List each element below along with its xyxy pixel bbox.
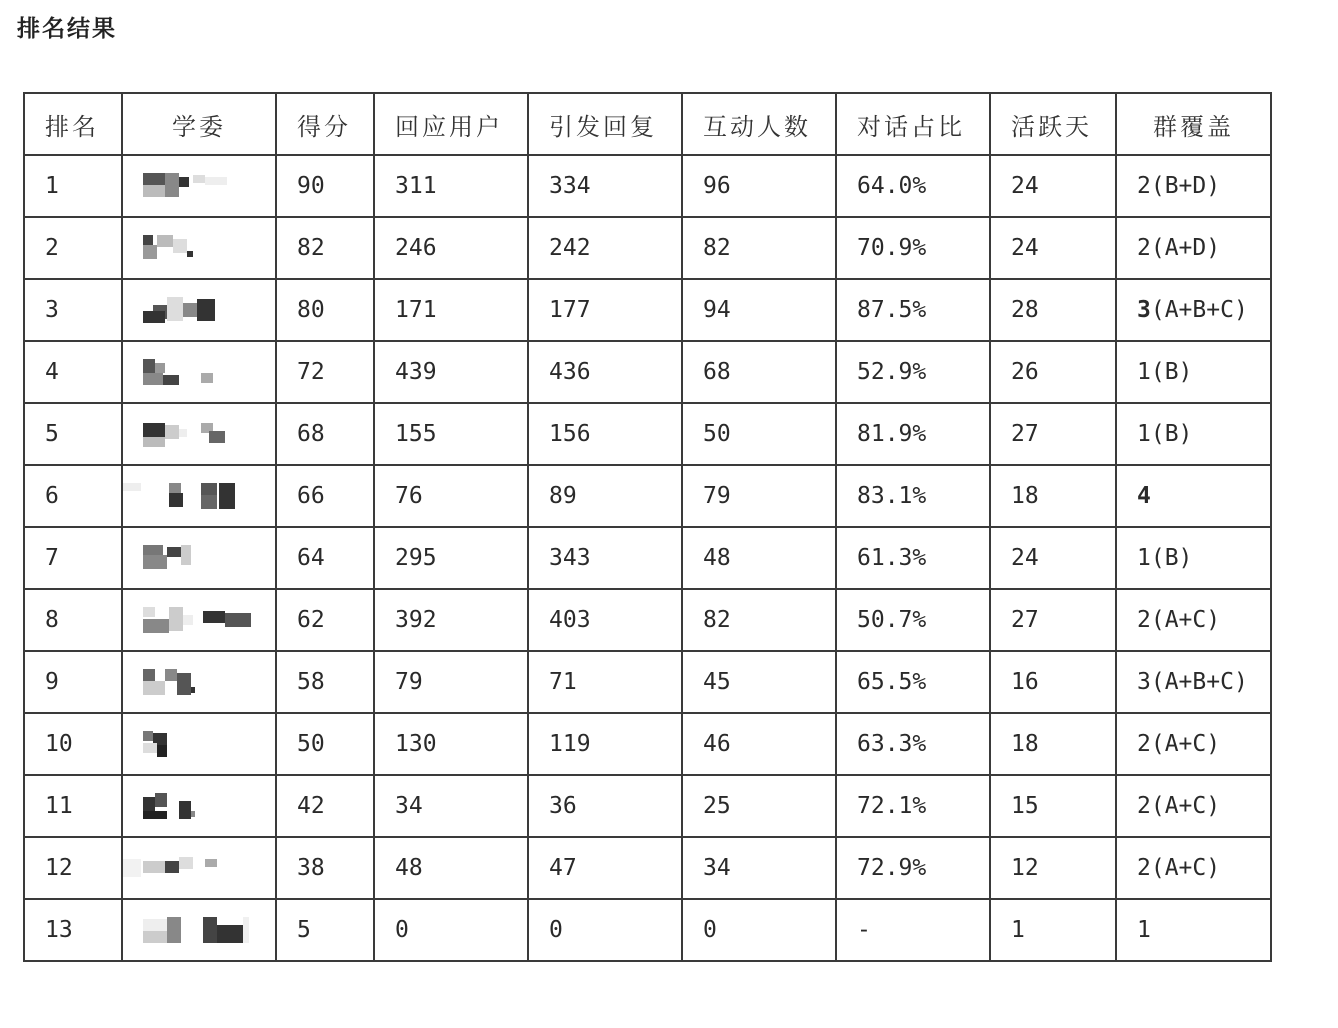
score-cell: 72 <box>276 341 374 403</box>
pixelated-name <box>143 917 249 943</box>
pixelated-name <box>143 359 213 385</box>
table-row <box>24 465 1271 527</box>
interactions-cell: 68 <box>682 341 836 403</box>
triggered-replies-cell: 177 <box>528 279 682 341</box>
triggered-replies-cell: 242 <box>528 217 682 279</box>
header-score: 得分 <box>276 93 374 155</box>
interactions-cell: 0 <box>682 899 836 961</box>
name-cell-redacted <box>122 341 276 403</box>
active-days-cell: 12 <box>990 837 1116 899</box>
table-row <box>24 217 1271 279</box>
triggered-replies-cell: 0 <box>528 899 682 961</box>
name-cell-redacted <box>122 775 276 837</box>
pixelated-name <box>143 421 225 447</box>
interactions-cell: 25 <box>682 775 836 837</box>
score-cell: 42 <box>276 775 374 837</box>
responded-users-cell: 155 <box>374 403 528 465</box>
group-coverage-cell <box>1116 155 1271 217</box>
name-cell-redacted <box>122 713 276 775</box>
score-cell: 64 <box>276 527 374 589</box>
active-days-cell: 28 <box>990 279 1116 341</box>
triggered-replies-cell: 119 <box>528 713 682 775</box>
coverage-groups: (B) <box>1150 421 1193 447</box>
coverage-count: 2 <box>1137 607 1151 633</box>
header-committee-member: 学委 <box>122 93 276 155</box>
triggered-replies-cell: 71 <box>528 651 682 713</box>
coverage-count: 1 <box>1137 359 1151 385</box>
responded-users-cell: 130 <box>374 713 528 775</box>
responded-users-cell: 171 <box>374 279 528 341</box>
name-cell-redacted <box>122 465 276 527</box>
triggered-replies-cell: 36 <box>528 775 682 837</box>
dialog-ratio-cell: 70.9% <box>836 217 990 279</box>
rank-cell: 13 <box>24 899 122 961</box>
interactions-cell: 82 <box>682 589 836 651</box>
coverage-count: 3 <box>1137 669 1151 695</box>
interactions-cell: 34 <box>682 837 836 899</box>
table-row <box>24 775 1271 837</box>
header-group-coverage: 群覆盖 <box>1116 93 1271 155</box>
coverage-groups: (B) <box>1150 545 1193 571</box>
interactions-cell: 48 <box>682 527 836 589</box>
header-triggered-replies: 引发回复 <box>528 93 682 155</box>
responded-users-cell: 34 <box>374 775 528 837</box>
dialog-ratio-cell: 52.9% <box>836 341 990 403</box>
score-cell: 5 <box>276 899 374 961</box>
header-interactions: 互动人数 <box>682 93 836 155</box>
responded-users-cell: 439 <box>374 341 528 403</box>
group-coverage-cell <box>1116 465 1271 527</box>
score-cell: 90 <box>276 155 374 217</box>
coverage-count: 4 <box>1137 483 1151 509</box>
responded-users-cell: 246 <box>374 217 528 279</box>
pixelated-name <box>143 855 217 881</box>
coverage-count: 1 <box>1137 421 1151 447</box>
pixelated-name <box>143 545 191 571</box>
dialog-ratio-cell: 72.9% <box>836 837 990 899</box>
group-coverage-cell <box>1116 527 1271 589</box>
table-header-row <box>24 93 1271 155</box>
group-coverage-cell <box>1116 403 1271 465</box>
rank-cell: 6 <box>24 465 122 527</box>
active-days-cell: 16 <box>990 651 1116 713</box>
table-row <box>24 279 1271 341</box>
responded-users-cell: 0 <box>374 899 528 961</box>
triggered-replies-cell: 343 <box>528 527 682 589</box>
dialog-ratio-cell: 83.1% <box>836 465 990 527</box>
interactions-cell: 79 <box>682 465 836 527</box>
name-cell-redacted <box>122 899 276 961</box>
table-row <box>24 837 1271 899</box>
name-cell-redacted <box>122 217 276 279</box>
header-rank: 排名 <box>24 93 122 155</box>
group-coverage-cell <box>1116 279 1271 341</box>
active-days-cell: 26 <box>990 341 1116 403</box>
name-cell-redacted <box>122 589 276 651</box>
name-cell-redacted <box>122 279 276 341</box>
pixelated-name <box>143 607 251 633</box>
rank-cell: 4 <box>24 341 122 403</box>
rank-cell: 12 <box>24 837 122 899</box>
active-days-cell: 1 <box>990 899 1116 961</box>
interactions-cell: 82 <box>682 217 836 279</box>
coverage-groups: (A+C) <box>1150 731 1221 757</box>
table-row <box>24 341 1271 403</box>
interactions-cell: 94 <box>682 279 836 341</box>
group-coverage-cell <box>1116 651 1271 713</box>
active-days-cell: 18 <box>990 465 1116 527</box>
coverage-count: 2 <box>1137 235 1151 261</box>
active-days-cell: 24 <box>990 527 1116 589</box>
score-cell: 62 <box>276 589 374 651</box>
rank-cell: 11 <box>24 775 122 837</box>
interactions-cell: 96 <box>682 155 836 217</box>
dialog-ratio-cell: 64.0% <box>836 155 990 217</box>
active-days-cell: 15 <box>990 775 1116 837</box>
responded-users-cell: 79 <box>374 651 528 713</box>
name-cell-redacted <box>122 403 276 465</box>
table-row <box>24 899 1271 961</box>
group-coverage-cell <box>1116 899 1271 961</box>
group-coverage-cell <box>1116 837 1271 899</box>
coverage-count: 3 <box>1137 297 1151 323</box>
active-days-cell: 27 <box>990 589 1116 651</box>
rank-cell: 9 <box>24 651 122 713</box>
name-cell-redacted <box>122 837 276 899</box>
active-days-cell: 24 <box>990 217 1116 279</box>
rank-cell: 5 <box>24 403 122 465</box>
active-days-cell: 18 <box>990 713 1116 775</box>
coverage-groups: (A+B+C) <box>1150 669 1248 695</box>
dialog-ratio-cell: 63.3% <box>836 713 990 775</box>
rank-cell: 10 <box>24 713 122 775</box>
triggered-replies-cell: 334 <box>528 155 682 217</box>
responded-users-cell: 76 <box>374 465 528 527</box>
interactions-cell: 45 <box>682 651 836 713</box>
coverage-count: 2 <box>1137 793 1151 819</box>
pixelated-name <box>143 483 235 509</box>
table-row <box>24 651 1271 713</box>
dialog-ratio-cell: 61.3% <box>836 527 990 589</box>
table-row <box>24 589 1271 651</box>
triggered-replies-cell: 89 <box>528 465 682 527</box>
dialog-ratio-cell: 72.1% <box>836 775 990 837</box>
triggered-replies-cell: 403 <box>528 589 682 651</box>
dialog-ratio-cell: 81.9% <box>836 403 990 465</box>
score-cell: 66 <box>276 465 374 527</box>
dialog-ratio-cell: - <box>836 899 990 961</box>
pixelated-name <box>143 173 227 199</box>
coverage-groups: (B) <box>1150 359 1193 385</box>
triggered-replies-cell: 436 <box>528 341 682 403</box>
interactions-cell: 46 <box>682 713 836 775</box>
header-dialog-ratio: 对话占比 <box>836 93 990 155</box>
score-cell: 80 <box>276 279 374 341</box>
score-cell: 82 <box>276 217 374 279</box>
name-cell-redacted <box>122 651 276 713</box>
group-coverage-cell <box>1116 217 1271 279</box>
group-coverage-cell <box>1116 341 1271 403</box>
dialog-ratio-cell: 65.5% <box>836 651 990 713</box>
coverage-groups: (A+D) <box>1150 235 1221 261</box>
pixelated-name <box>143 297 215 323</box>
responded-users-cell: 48 <box>374 837 528 899</box>
group-coverage-cell <box>1116 775 1271 837</box>
pixelated-name <box>143 731 167 757</box>
coverage-groups: (A+C) <box>1150 855 1221 881</box>
coverage-groups: (A+C) <box>1150 607 1221 633</box>
triggered-replies-cell: 47 <box>528 837 682 899</box>
dialog-ratio-cell: 87.5% <box>836 279 990 341</box>
coverage-count: 1 <box>1137 917 1151 943</box>
score-cell: 68 <box>276 403 374 465</box>
pixelated-name <box>143 793 195 819</box>
coverage-count: 2 <box>1137 173 1151 199</box>
rank-cell: 2 <box>24 217 122 279</box>
table-row <box>24 527 1271 589</box>
triggered-replies-cell: 156 <box>528 403 682 465</box>
coverage-count: 2 <box>1137 731 1151 757</box>
group-coverage-cell <box>1116 589 1271 651</box>
header-responded-users: 回应用户 <box>374 93 528 155</box>
dialog-ratio-cell: 50.7% <box>836 589 990 651</box>
group-coverage-cell <box>1116 713 1271 775</box>
responded-users-cell: 311 <box>374 155 528 217</box>
table-row <box>24 155 1271 217</box>
pixelated-name <box>143 235 193 261</box>
responded-users-cell: 295 <box>374 527 528 589</box>
table-row <box>24 713 1271 775</box>
coverage-groups: (A+B+C) <box>1150 297 1248 323</box>
active-days-cell: 27 <box>990 403 1116 465</box>
score-cell: 50 <box>276 713 374 775</box>
table-body <box>24 155 1271 961</box>
ranking-table <box>23 92 1272 962</box>
active-days-cell: 24 <box>990 155 1116 217</box>
name-cell-redacted <box>122 527 276 589</box>
pixelated-name <box>143 669 195 695</box>
rank-cell: 1 <box>24 155 122 217</box>
score-cell: 58 <box>276 651 374 713</box>
coverage-groups: (B+D) <box>1150 173 1221 199</box>
name-cell-redacted <box>122 155 276 217</box>
responded-users-cell: 392 <box>374 589 528 651</box>
rank-cell: 3 <box>24 279 122 341</box>
score-cell: 38 <box>276 837 374 899</box>
rank-cell: 7 <box>24 527 122 589</box>
coverage-groups: (A+C) <box>1150 793 1221 819</box>
page-title: 排名结果 <box>17 16 117 42</box>
coverage-count: 2 <box>1137 855 1151 881</box>
interactions-cell: 50 <box>682 403 836 465</box>
rank-cell: 8 <box>24 589 122 651</box>
coverage-count: 1 <box>1137 545 1151 571</box>
header-active-days: 活跃天 <box>990 93 1116 155</box>
table-row <box>24 403 1271 465</box>
